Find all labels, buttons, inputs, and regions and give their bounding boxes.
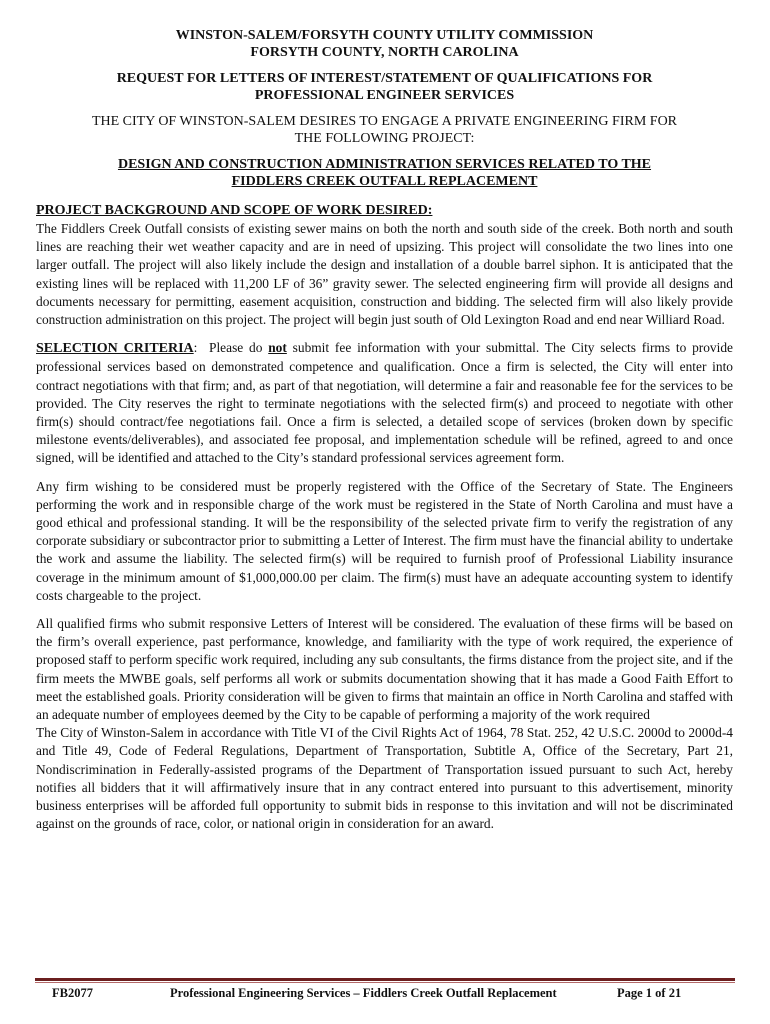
intro-line-2: THE FOLLOWING PROJECT: <box>294 131 475 146</box>
footer-rule-thin <box>35 982 735 983</box>
project-title-line-1: DESIGN AND CONSTRUCTION ADMINISTRATION SERVICES RELATED TO THE <box>117 157 652 172</box>
request-title-line-2: PROFESSIONAL ENGINEER SERVICES <box>254 88 515 103</box>
commission-title <box>36 27 733 61</box>
background-heading: PROJECT BACKGROUND AND SCOPE OF WORK DESIRED: <box>36 203 433 218</box>
selection-criteria-paragraph <box>36 339 733 467</box>
civil-rights-paragraph: The City of Winston-Salem in accordance with Title VI of the Civil Rights Act of 1964, 78 Stat. 252, 42 U.S.C. 2000d to 2000d-4 and Title 49, Code of Federal Regulations, Department of Transportation, Subtitle A, Office of the Secretary, Part 21, Nondiscrimination in Federally-assisted programs of the Department of Transportation issued pursuant to such Act, hereby notifies all bidders that it will affirmatively insure that in any contract entered into pursuant to this advertisement, minority business enterprises will be afforded full opportunity to submit bids in response to this invitation and will not be discriminated against on the grounds of race, color, or national origin in consideration for an award. <box>36 725 733 832</box>
not-emphasis: not <box>268 340 287 356</box>
footer-page-number: Page 1 of 21 <box>617 986 682 1000</box>
selection-text-a: Please do <box>209 340 263 356</box>
intro-line-1: THE CITY OF WINSTON-SALEM DESIRES TO ENGAGE A PRIVATE ENGINEERING FIRM FOR <box>91 114 678 129</box>
footer-rule <box>35 978 735 981</box>
project-title <box>36 156 733 190</box>
selection-text-b: submit fee information with your submittal. The City selects firms to provide professional services based on demonstrated competence and qualification. Once a firm is selected, the City will enter into contract negotiations with that firm; and, as part of that negotiation, will determine a fair and reasonable fee for the services to be provided. The City reserves the right to terminate negotiations with the selected firm(s) and proceed to negotiate with other firm(s) should contract/fee negotiations fail. Once a firm is selected, a detailed scope of services (broken down by specific milestone events/deliverables), and associated fee proposal, and implementation schedule will be refined, agreed to and once signed, will be identified and attached to the City’s standard professional services agreement form. <box>36 340 733 466</box>
county-state: FORSYTH COUNTY, NORTH CAROLINA <box>250 45 519 60</box>
request-title-line-1: REQUEST FOR LETTERS OF INTEREST/STATEMENT OF QUALIFICATIONS FOR <box>116 71 653 86</box>
document-page <box>36 27 733 834</box>
intro-statement <box>36 113 733 147</box>
footer-title: Professional Engineering Services – Fiddlers Creek Outfall Replacement <box>170 986 557 1000</box>
selection-criteria-heading: SELECTION CRITERIA <box>36 341 194 357</box>
request-title <box>36 70 733 104</box>
registration-paragraph: Any firm wishing to be considered must be properly registered with the Office of the Secretary of State. The Engineers performing the work and in responsible charge of the work must be registered in the State of North Carolina and must have a good ethical and professional standing. It will be the responsibility of the selected private firm to verify the registration of any corporate subsidiary or subcontractor prior to submitting a Letter of Interest. The firm must have the financial ability to undertake the work and assume the liability. The selected firm(s) will be required to furnish proof of Professional Liability insurance coverage in the minimum amount of $1,000,000.00 per claim. The firm(s) must have an adequate accounting system to identify costs chargeable to the project. <box>36 478 733 603</box>
selection-criteria-colon: : <box>193 340 198 356</box>
commission-name: WINSTON-SALEM/FORSYTH COUNTY UTILITY COMMISSION <box>175 28 594 43</box>
project-title-line-2: FIDDLERS CREEK OUTFALL REPLACEMENT <box>231 174 538 189</box>
footer-doc-id: FB2077 <box>52 986 93 1000</box>
background-paragraph: The Fiddlers Creek Outfall consists of existing sewer mains on both the north and south side of the creek. Both north and south lines are reaching their wet weather capacity and are in need of upsizing. This project will consolidate the two lines into one larger outfall. The project will also likely include the design and installation of a double barrel siphon. It is anticipated that the existing lines will be replaced with 11,200 LF of 36” gravity sewer. The selected engineering firm will provide all designs and documents necessary for permitting, easement acquisition, construction and bidding. The selected firm will also likely provide construction administration on this project. The project will begin just south of Old Lexington Road and end near Williard Road. <box>36 221 733 328</box>
evaluation-paragraph: All qualified firms who submit responsive Letters of Interest will be considered. The evaluation of these firms will be based on the firm’s overall experience, past performance, knowledge, and familiarity with the type of work required, the experience of proposed staff to perform specific work required, including any sub consultants, the firms distance from the project site, and if the firm meets the MWBE goals, self performs all work or submits documentation showing that it has made a Good Faith Effort to meet the established goals. Priority consideration will be given to firms that maintain an office in North Carolina and staffed with an adequate number of employees deemed by the City to be capable of performing a majority of the work required <box>36 616 733 723</box>
